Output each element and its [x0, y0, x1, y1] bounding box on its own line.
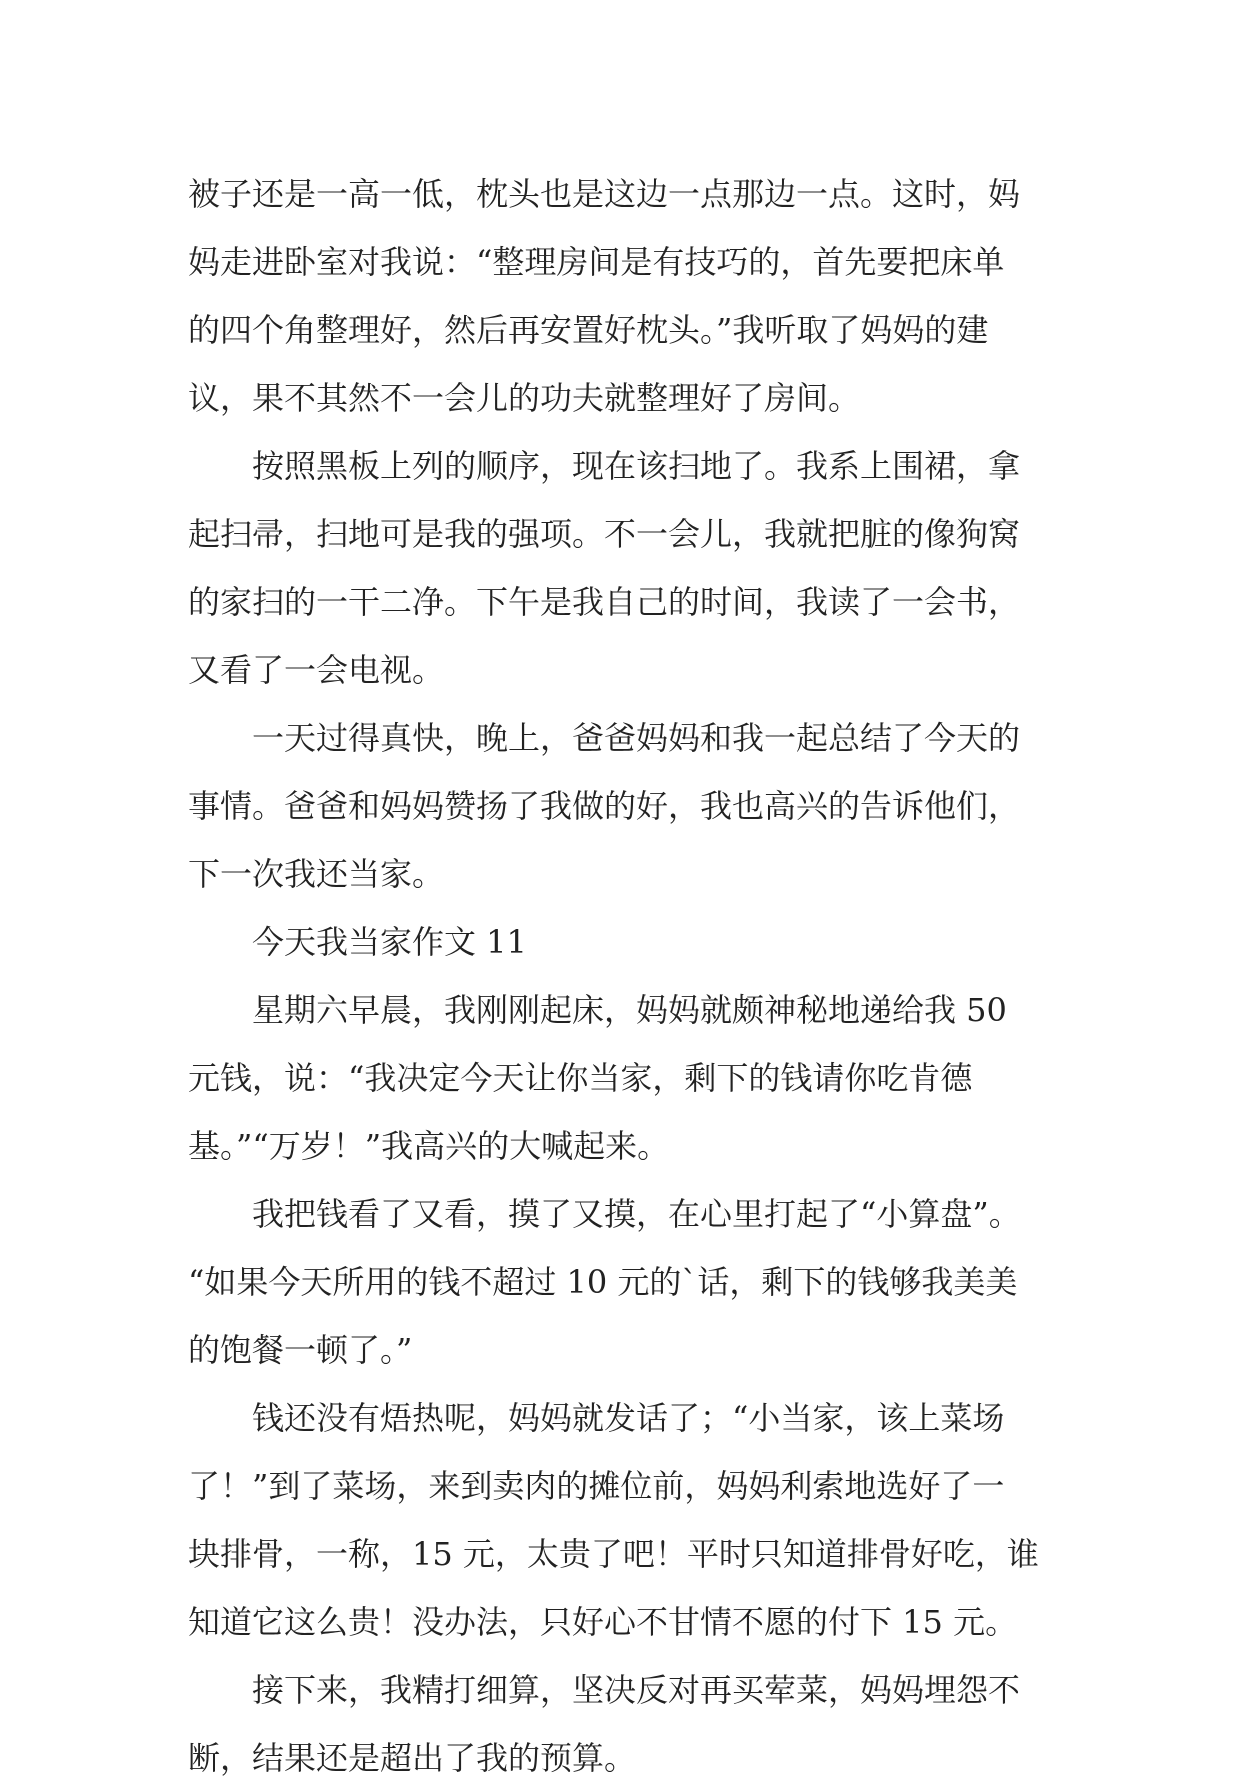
text-line: 的四个角整理好，然后再安置好枕头。”我听取了妈妈的建	[188, 311, 989, 349]
text-line: 接下来，我精打细算，坚决反对再买荤菜，妈妈埋怨不	[252, 1671, 1021, 1709]
text-line: 知道它这么贵！没办法，只好心不甘情不愿的付下 15 元。	[188, 1603, 1018, 1641]
text-line: 钱还没有焐热呢，妈妈就发话了；“小当家，该上菜场	[252, 1399, 1005, 1437]
text-line: 事情。爸爸和妈妈赞扬了我做的好，我也高兴的告诉他们，	[188, 787, 1021, 825]
text-line: 按照黑板上列的顺序，现在该扫地了。我系上围裙，拿	[252, 447, 1021, 485]
essay-body	[188, 160, 1068, 1792]
text-line: 一天过得真快，晚上，爸爸妈妈和我一起总结了今天的	[252, 719, 1021, 757]
text-line: “如果今天所用的钱不超过 10 元的`话，剩下的钱够我美美	[188, 1263, 1018, 1301]
text-line: 又看了一会电视。	[188, 651, 445, 689]
text-line: 被子还是一高一低，枕头也是这边一点那边一点。这时，妈	[188, 175, 1021, 213]
text-line: 我把钱看了又看，摸了又摸，在心里打起了“小算盘”。	[252, 1195, 1021, 1233]
section-title: 今天我当家作文 11	[252, 923, 527, 961]
text-line: 元钱，说：“我决定今天让你当家，剩下的钱请你吃肯德	[188, 1059, 973, 1097]
text-line: 下一次我还当家。	[188, 855, 445, 893]
text-line: 起扫帚，扫地可是我的强项。不一会儿，我就把脏的像狗窝	[188, 515, 1021, 553]
text-line: 块排骨，一称，15 元，太贵了吧！平时只知道排骨好吃，谁	[188, 1535, 1039, 1573]
text-line: 基。”“万岁！”我高兴的大喊起来。	[188, 1127, 670, 1165]
text-line: 议，果不其然不一会儿的功夫就整理好了房间。	[188, 379, 861, 417]
text-line: 妈走进卧室对我说：“整理房间是有技巧的，首先要把床单	[188, 243, 1005, 281]
text-line: 的饱餐一顿了。”	[188, 1331, 413, 1369]
text-line: 了！”到了菜场，来到卖肉的摊位前，妈妈利索地选好了一	[188, 1467, 1005, 1505]
text-line: 的家扫的一干二净。下午是我自己的时间，我读了一会书，	[188, 583, 1021, 621]
text-line: 星期六早晨，我刚刚起床，妈妈就颇神秘地递给我 50	[252, 991, 1007, 1029]
text-line: 断，结果还是超出了我的预算。	[188, 1739, 637, 1777]
